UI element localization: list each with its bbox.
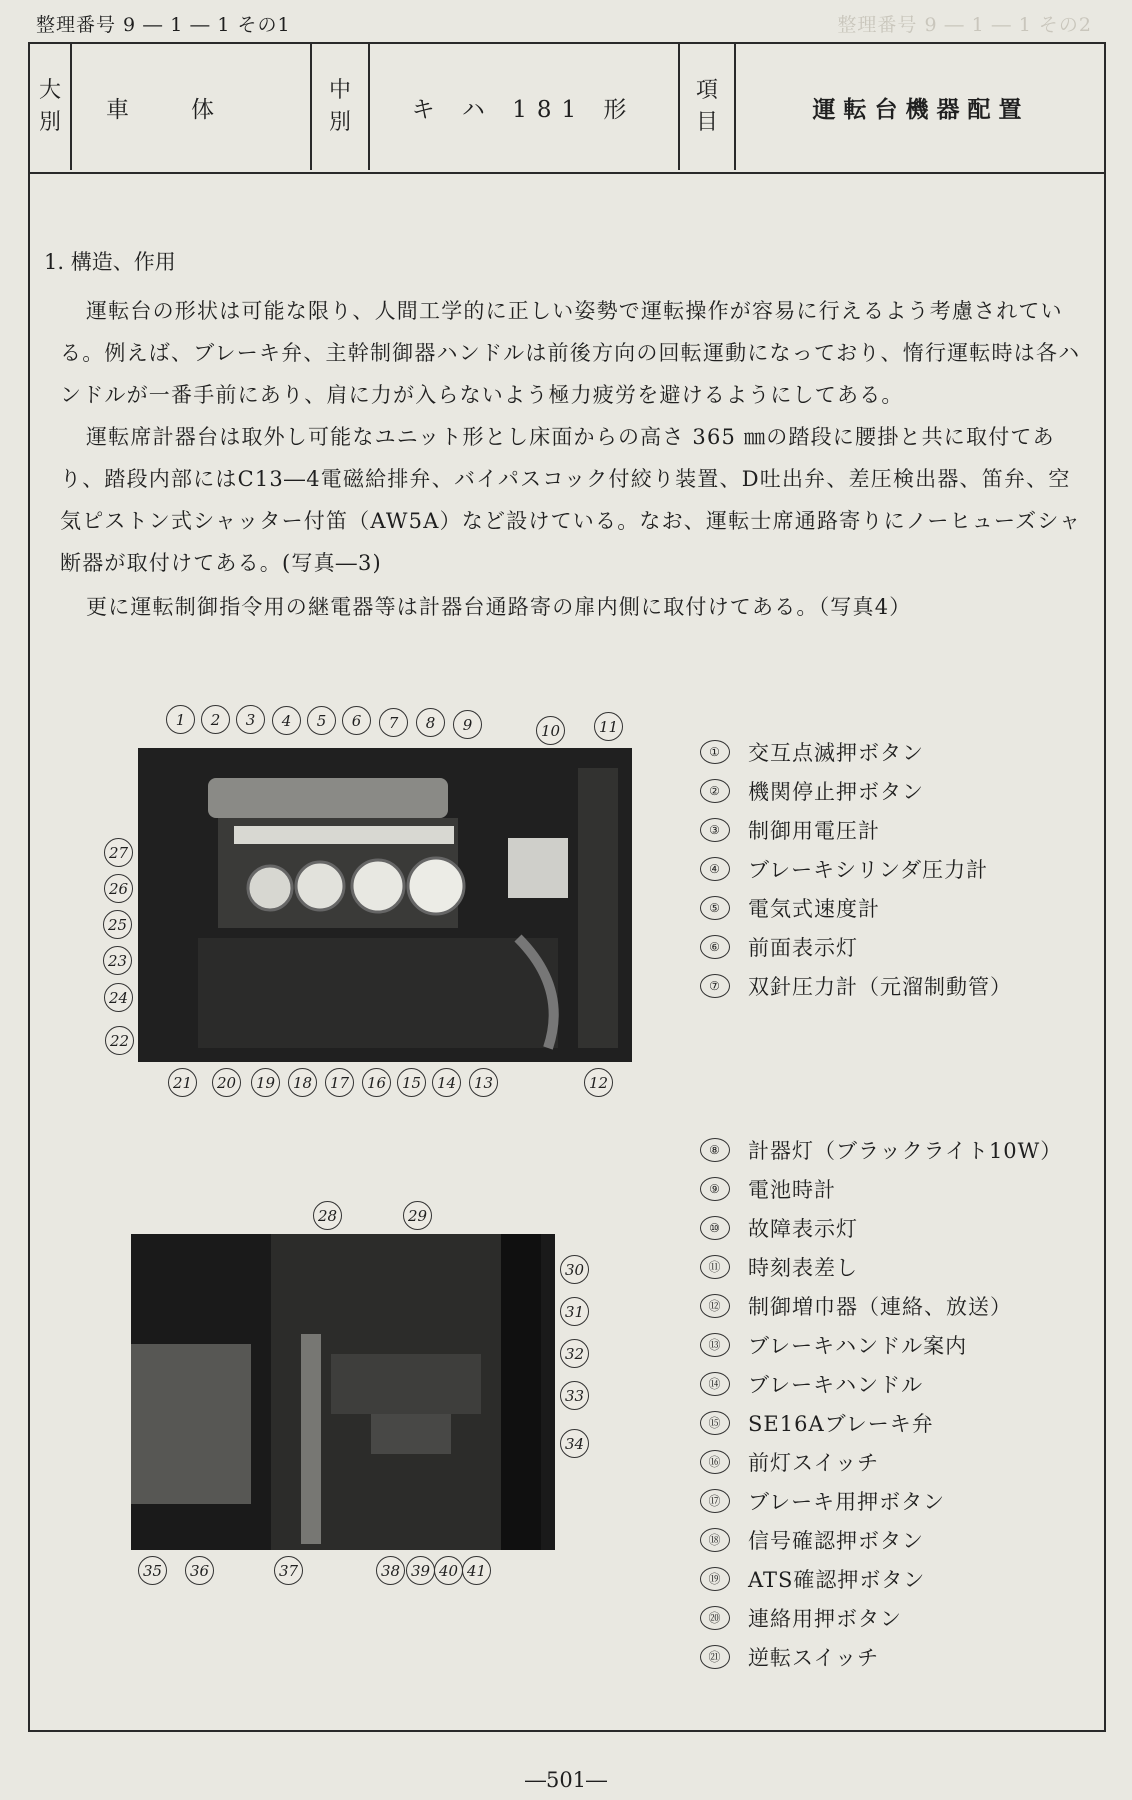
callout-39: 39	[406, 1556, 435, 1585]
legend-text: 計器灯（ブラックライト10W）	[748, 1138, 1063, 1163]
legend-number: ⑪	[700, 1255, 730, 1279]
legend-number: ⑯	[700, 1450, 730, 1474]
legend-number: ⑫	[700, 1294, 730, 1318]
callout-34: 34	[560, 1429, 589, 1458]
middle-value: キ ハ 181 形	[411, 96, 637, 123]
callout-10: 10	[536, 716, 565, 745]
legend-number: ⑤	[700, 896, 730, 920]
middle-label-cell	[312, 44, 370, 170]
legend-item	[700, 927, 1012, 966]
legend-text: 故障表示灯	[748, 1216, 858, 1241]
major-label-cell	[30, 44, 72, 170]
callout-31: 31	[560, 1297, 589, 1326]
callout-29: 29	[403, 1201, 432, 1230]
legend-item	[700, 1442, 1062, 1481]
legend-number: ⑬	[700, 1333, 730, 1357]
callout-27: 27	[104, 838, 133, 867]
middle-label: 中 別	[328, 78, 351, 135]
legend-item	[700, 1247, 1062, 1286]
legend-text: SE16Aブレーキ弁	[748, 1411, 934, 1436]
legend-item	[700, 810, 1012, 849]
callout-36: 36	[185, 1556, 214, 1585]
page-number: ―501―	[524, 1768, 608, 1792]
callout-11: 11	[594, 712, 623, 741]
legend-number: ㉑	[700, 1645, 730, 1669]
legend-item	[700, 1637, 1062, 1676]
callout-21: 21	[168, 1068, 197, 1097]
legend-text: 時刻表差し	[748, 1255, 858, 1280]
legend-item	[700, 849, 1012, 888]
callout-24: 24	[104, 983, 133, 1012]
callout-32: 32	[560, 1339, 589, 1368]
legend-item	[700, 1598, 1062, 1637]
legend-text: ブレーキハンドル案内	[748, 1333, 968, 1358]
legend-item	[700, 1559, 1062, 1598]
callout-28: 28	[313, 1201, 342, 1230]
item-value-cell	[736, 44, 1106, 170]
callout-37: 37	[274, 1556, 303, 1585]
legend-number: ⑰	[700, 1489, 730, 1513]
paragraph: 運転台の形状は可能な限り、人間工学的に正しい姿勢で運転操作が容易に行えるよう考慮されている。例えば、ブレーキ弁、主幹制御器ハンドルは前後方向の回転運動になっており、惰行運転時は各ハンドルが一番手前にあり、肩に力が入らないよう極力疲労を避けるようにしてある。	[60, 299, 1081, 407]
legend-number: ⑨	[700, 1177, 730, 1201]
callout-38: 38	[376, 1556, 405, 1585]
callout-1: 1	[166, 705, 195, 734]
callout-30: 30	[560, 1255, 589, 1284]
serial-number: 整理番号 9 ― 1 ― 1 その1	[36, 14, 291, 36]
legend-number: ⑲	[700, 1567, 730, 1591]
callout-25: 25	[103, 910, 132, 939]
middle-value-cell	[370, 44, 680, 170]
callout-35: 35	[138, 1556, 167, 1585]
legend-item	[700, 1481, 1062, 1520]
legend-item	[700, 732, 1012, 771]
legend-item	[700, 1325, 1062, 1364]
legend-text: 逆転スイッチ	[748, 1645, 880, 1670]
legend-number: ⑭	[700, 1372, 730, 1396]
legend-item	[700, 1169, 1062, 1208]
callout-6: 6	[342, 706, 371, 735]
legend-list-a	[700, 732, 1012, 1005]
legend-text: ATS確認押ボタン	[748, 1567, 926, 1592]
callout-41: 41	[462, 1556, 491, 1585]
callout-16: 16	[362, 1068, 391, 1097]
callout-2: 2	[201, 705, 230, 734]
legend-text: 連絡用押ボタン	[748, 1606, 902, 1631]
legend-item	[700, 1520, 1062, 1559]
legend-number: ⑮	[700, 1411, 730, 1435]
legend-text: 交互点滅押ボタン	[748, 740, 924, 765]
legend-number: ⑩	[700, 1216, 730, 1240]
legend-number: ③	[700, 818, 730, 842]
bleed-through-serial: 整理番号 9 ― 1 ― 1 その2	[837, 14, 1092, 36]
callout-18: 18	[288, 1068, 317, 1097]
callout-7: 7	[379, 708, 408, 737]
callout-15: 15	[397, 1068, 426, 1097]
item-value: 運転台機器配置	[812, 95, 1030, 123]
legend-text: ブレーキ用押ボタン	[748, 1489, 946, 1514]
legend-text: 前面表示灯	[748, 935, 858, 960]
legend-text: 双針圧力計（元溜制動管）	[748, 974, 1012, 999]
legend-text: 制御増巾器（連絡、放送）	[748, 1294, 1012, 1319]
console-photo-drawing	[138, 748, 632, 1062]
callout-33: 33	[560, 1381, 589, 1410]
legend-number: ⑦	[700, 974, 730, 998]
legend-item	[700, 1403, 1062, 1442]
legend-list-b	[700, 1130, 1062, 1676]
body-text	[60, 290, 1090, 628]
callout-20: 20	[212, 1068, 241, 1097]
legend-text: 電池時計	[748, 1177, 836, 1202]
legend-text: 機関停止押ボタン	[748, 779, 924, 804]
legend-text: 信号確認押ボタン	[748, 1528, 924, 1553]
legend-number: ②	[700, 779, 730, 803]
legend-number: ⑧	[700, 1138, 730, 1162]
legend-item	[700, 1286, 1062, 1325]
callout-19: 19	[251, 1068, 280, 1097]
header-table	[30, 44, 1104, 174]
legend-text: 前灯スイッチ	[748, 1450, 880, 1475]
callout-13: 13	[469, 1068, 498, 1097]
photo-console-side	[131, 1234, 555, 1550]
callout-4: 4	[272, 706, 301, 735]
callout-22: 22	[105, 1026, 134, 1055]
legend-number: ⑳	[700, 1606, 730, 1630]
major-label: 大 別	[38, 78, 61, 135]
legend-text: 制御用電圧計	[748, 818, 880, 843]
legend-number: ④	[700, 857, 730, 881]
callout-9: 9	[453, 710, 482, 739]
legend-number: ⑥	[700, 935, 730, 959]
paragraph: 運転席計器台は取外し可能なユニット形とし床面からの高さ 365 ㎜の踏段に腰掛と共に取付てあり、踏段内部にはC13―4電磁給排弁、バイパスコック付絞り装置、D吐出弁、差圧検出器、笛弁、空気ピストン式シャッター付笛（AW5A）など設けている。なお、運転士席通路寄りにノーヒューズシャ断器が取付けてある。(写真―3)	[60, 425, 1082, 575]
side-photo-drawing	[131, 1234, 555, 1550]
callout-3: 3	[236, 705, 265, 734]
callout-12: 12	[584, 1068, 613, 1097]
legend-item	[700, 771, 1012, 810]
callout-40: 40	[434, 1556, 463, 1585]
callout-26: 26	[104, 874, 133, 903]
major-value: 車体	[106, 96, 276, 123]
legend-item	[700, 966, 1012, 1005]
legend-item	[700, 888, 1012, 927]
legend-text: ブレーキハンドル	[748, 1372, 924, 1397]
legend-number: ⑱	[700, 1528, 730, 1552]
legend-text: ブレーキシリンダ圧力計	[748, 857, 989, 882]
paragraph: 更に運転制御指令用の継電器等は計器台通路寄の扉内側に取付けてある。（写真4）	[86, 595, 912, 619]
legend-item	[700, 1130, 1062, 1169]
item-label-cell	[680, 44, 736, 170]
callout-8: 8	[416, 708, 445, 737]
legend-text: 電気式速度計	[748, 896, 880, 921]
section-title: 1. 構造、作用	[44, 250, 176, 274]
legend-item	[700, 1208, 1062, 1247]
legend-number: ①	[700, 740, 730, 764]
callout-5: 5	[307, 706, 336, 735]
callout-17: 17	[325, 1068, 354, 1097]
photo-driver-console	[138, 748, 632, 1062]
legend-item	[700, 1364, 1062, 1403]
major-value-cell	[72, 44, 312, 170]
callout-23: 23	[103, 946, 132, 975]
item-label: 項 目	[695, 78, 718, 135]
callout-14: 14	[432, 1068, 461, 1097]
